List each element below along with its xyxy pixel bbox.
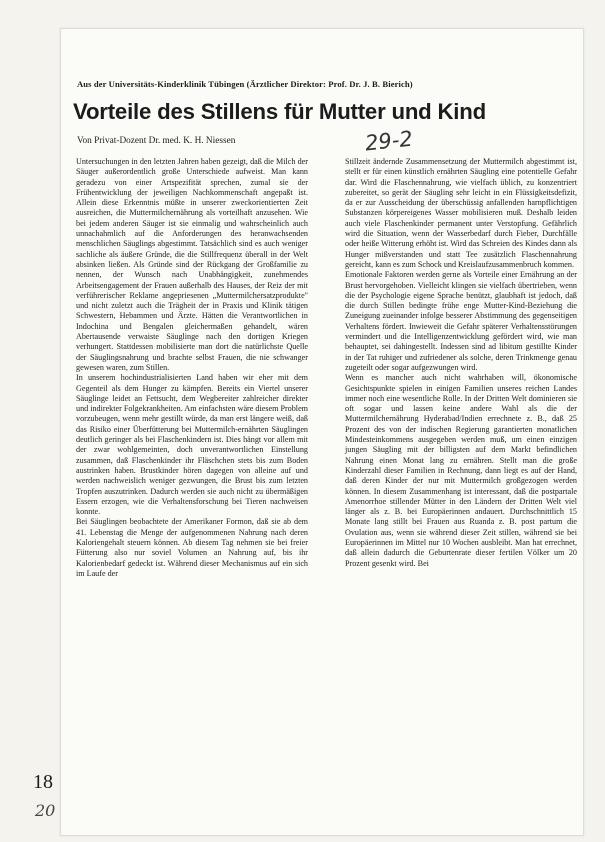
author-line: Von Privat-Dozent Dr. med. K. H. Niessen — [77, 136, 236, 146]
source-line: Aus der Universitäts-Kinderklinik Tübingen (Ärztlicher Direktor: Prof. Dr. J. B. Bierich) — [77, 79, 413, 89]
page-number: 18 — [33, 771, 53, 793]
paragraph: In unserem hochindustrialisierten Land haben wir eher mit dem Gegenteil als dem Hunger zu kämpfen. Bereits ein Viertel unserer Säuglinge leidet an Fettsucht, dem Wegbereiter zahlreicher direkter und indirekter Folgekrankheiten. Am einfachsten wäre diesem Problem vorzubeugen, wenn mehr gestillt würde, da man erst längere weiß, daß das Risiko einer Überfütterung bei Muttermilch-ernährten Säuglingen deutlich geringer als bei Flaschenkindern ist. Dies hängt vor allem mit der zwar wohlgemeinten, doch unverantwortlichen Einstellung zusammen, daß Flaschenkinder ihr Fläschchen stets bis zum Boden austrinken haben. Brustkinder hören dagegen von alleine auf und werden nachweislich weniger gezwungen, die Brust bis zum letzten Tropfen auszutrinken. Dadurch werden sie auch nicht zu übermäßigen Essern erzogen, wie die Verhaltensforschung bei Tieren nachweisen konnte. — [76, 373, 308, 517]
paragraph: Wenn es mancher auch nicht wahrhaben will, ökonomische Gesichtspunkte spielen in einigen Familien unseres reichen Landes immer noch eine wesentliche Rolle. In der Dritten Welt dominieren sie oft sogar und lassen keine andere Wahl als die der Muttermilchernährung Hyderabad/Indien errechnete z. B., daß 25 Prozent des von der indischen Regierung garantierten monatlichen Mindesteinkommens ausgegeben werden muß, um einen einzigen jungen Säugling mit der billigsten auf dem Markt befindlichen Nahrung einen Monat lang zu ernähren. Stellt man die große Kinderzahl dieser Familien in Rechnung, dann liegt es auf der Hand, daß deren Kinder der nur mit Muttermilch großgezogen werden können. In diesem Zusammenhang ist interessant, daß die postpartale Amenorrhoe stillender Mütter in den Ländern der Dritten Welt viel länger als z. B. bei Europäerinnen andauert. Durchschnittlich 15 Monate lang stillt bei Frauen aus Ruanda z. B. post partum die Ovulation aus, wenn sie während dieser Zeit stillen, während sie bei Europäerinnen im Mittel nur 10 Wochen ausbleibt. Man hat errechnet, daß allein dadurch die Geburtenrate dieser fertilen Völker um 20 Prozent gesenkt wird. Bei — [345, 373, 577, 568]
paragraph: Emotionale Faktoren werden gerne als Vorteile einer Ernährung an der Brust hervorgehoben. Vielleicht klingen sie vielfach übertrieben, wenn die der Psychologie eigene Sprache benützt, glaubhaft ist jedoch, daß die durch Stillen bedingte frühe enge Mutter-Kind-Beziehung die Zuneigung zueinander infolge besserer Abstimmung des gegenseitigen Verhaltens fördert. Inwieweit die Gefahr späterer Verhaltensstörungen vermindert und die Intelligenzentwicklung gefördert wird, wie man behauptet, sei dahingestellt. Indessen sind ad libitum gestillte Kinder in der Tat ruhiger und zufriedener als solche, deren Trinkmenge genau zugeteilt oder sogar aufgezwungen wird. — [345, 270, 577, 372]
document-page — [33, 28, 584, 836]
paragraph: Untersuchungen in den letzten Jahren haben gezeigt, daß die Milch der Säuger außerordentlich große Unterschiede aufweist. Man kann geradezu von einer Artspezifität sprechen, zumal sie der Frühentwicklung der jeweiligen Nachkommenschaft angepaßt ist. Allein diese Erkenntnis müßte in unserer zweckorientierten Zeit ausreichen, die Muttermilchernährung als vorteilhaft anzusehen. Wie bei jedem anderen Säuger ist sie einmalig und wahrscheinlich auch unnachahmlich auf die Anforderungen des heranwachsenden menschlichen Säuglings abgestimmt. Tatsächlich sind es auch weniger sachliche als äußere Gründe, die die Stillfrequenz überall in der Welt absinken ließen. Als Gründe sind der Rückgang der Großfamilie zu nennen, der Wunsch nach Unabhängigkeit, zunehmendes Arbeitsengagement der Frauen außerhalb des Hauses, der Reiz der mit verführerischer Reklame angepriesenen „Muttermilchersatzprodukte" und nicht zuletzt auch die Trägheit der in Praxis und Klinik tätigen Schwestern, Hebammen und Ärzte. Hätten die Verantwortlichen in Indochina und Bengalen gleichermaßen gehandelt, wären Abertausende verwaiste Säuglinge nach den dortigen Kriegen verhungert. Stattdessen mobilisierte man dort die natürlichste Quelle der Säuglingsnahrung und brachte selbst Frauen, die nie schwanger gewesen waren, zum Stillen. — [76, 157, 308, 372]
handwritten-page-number: 20 — [35, 801, 56, 820]
text-column-left — [76, 157, 308, 777]
paragraph: Bei Säuglingen beobachtete der Amerikaner Formon, daß sie ab dem 41. Lebenstag die Menge der aufgenommenen Nahrung nach deren Kaloriengehalt steuern können. Ab diesem Tag nehmen sie bei freier Fütterung also nur soviel Volumen an Nahrung auf, bis ihr Kalorienbedarf gedeckt ist. Während dieser Mechanismus auf ein sich im Laufe der — [76, 517, 308, 578]
handwritten-note: 29-2 — [363, 126, 414, 156]
paragraph: Stillzeit ändernde Zusammensetzung der Muttermilch abgestimmt ist, stellt er für einen künstlich ernährten Säugling eine potentielle Gefahr dar. Wird die Flaschennahrung, wie vielfach üblich, zu konzentriert zubereitet, so gerät der Säugling sehr leicht in ein Flüssigkeitsdefizit, da er zur Ausscheidung der überschüssig anfallenden harnpflichtigen Substanzen körpereigenes Wasser mobilisieren muß. Deshalb leiden auch viele Flaschenkinder permanent unter Verstopfung. Gefährlich wird die Situation, wenn der Wasserbedarf durch Fieber, Durchfälle oder heiße Witterung erhöht ist. Wird das Schreien des Kindes dann als Hunger mißverstanden und statt Tee zusätzlich Flaschennahrung gereicht, kann es zum Schock und Kreislaufzusammenbruch kommen. — [345, 157, 577, 269]
text-column-right — [345, 157, 577, 819]
article-title: Vorteile des Stillens für Mutter und Kind — [73, 99, 486, 124]
